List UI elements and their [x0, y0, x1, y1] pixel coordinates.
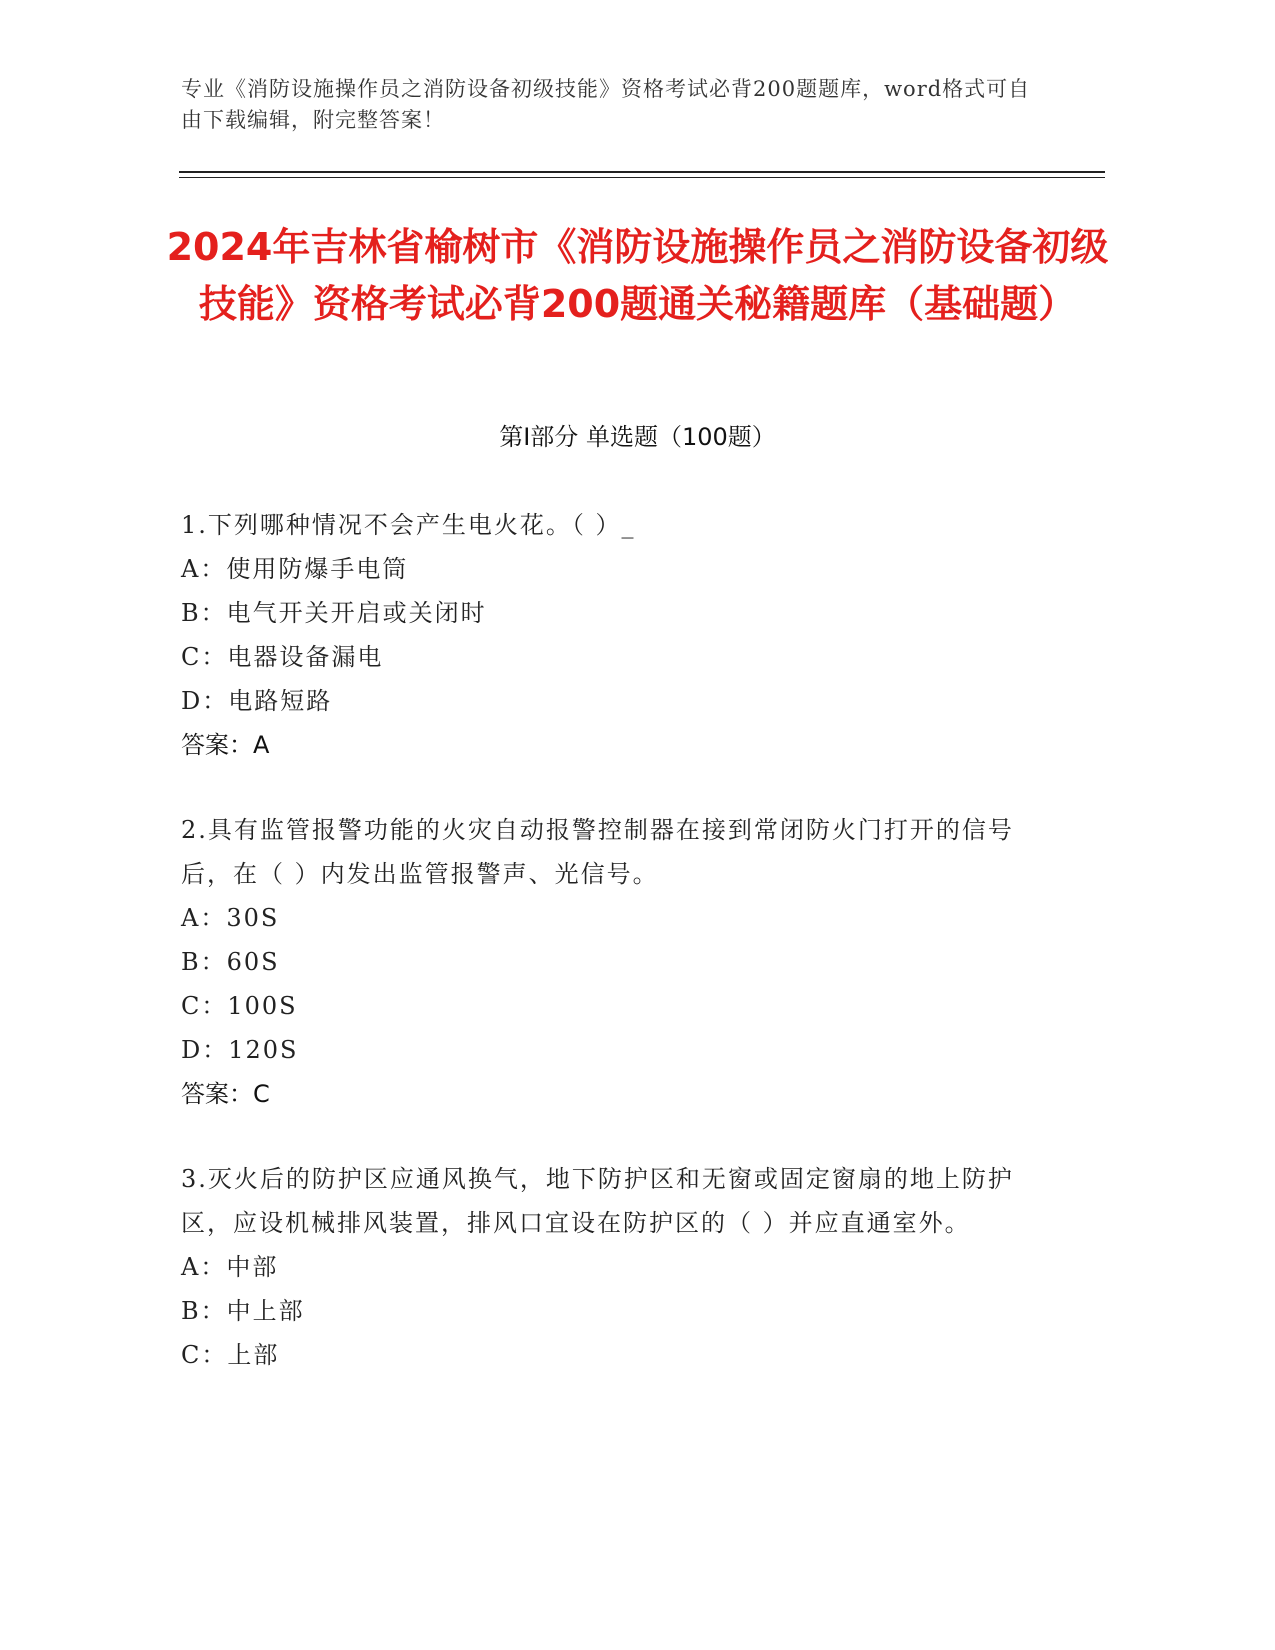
question-stem: 1.下列哪种情况不会产生电火花。（ ）_ — [181, 511, 636, 539]
option-c: C：上部 — [181, 1341, 280, 1369]
header-divider-thick — [179, 171, 1105, 173]
option-a: A：30S — [181, 904, 280, 932]
option-d: D：电路短路 — [181, 687, 333, 715]
question-stem: 2.具有监管报警功能的火灾自动报警控制器在接到常闭防火门打开的信号后，在（ ）内发出监管报警声、光信号。 — [181, 816, 1014, 888]
document-title: 2024年吉林省榆树市《消防设施操作员之消防设备初级技能》资格考试必背200题通关秘籍题库（基础题） — [166, 225, 1109, 326]
option-c: C：100S — [181, 992, 298, 1020]
option-b: B：中上部 — [181, 1297, 305, 1325]
option-b: B：60S — [181, 948, 280, 976]
option-c: C：电器设备漏电 — [181, 643, 384, 671]
option-a: A：中部 — [181, 1253, 279, 1281]
option-b: B：电气开关开启或关闭时 — [181, 599, 487, 627]
answer-line: 答案：C — [181, 1080, 270, 1108]
question-stem: 3.灭火后的防护区应通风换气，地下防护区和无窗或固定窗扇的地上防护区，应设机械排风装置，排风口宜设在防护区的（ ）并应直通室外。 — [181, 1165, 1014, 1237]
option-a: A：使用防爆手电筒 — [181, 555, 409, 583]
question-item — [181, 503, 1031, 767]
section-heading: 第Ⅰ部分 单选题（100题） — [499, 423, 776, 451]
question-item — [181, 808, 1031, 1116]
option-d: D：120S — [181, 1036, 299, 1064]
header-note: 专业《消防设施操作员之消防设备初级技能》资格考试必背200题题库，word格式可自由下载编辑，附完整答案！ — [181, 77, 1031, 132]
question-item — [181, 1157, 1031, 1377]
answer-line: 答案：A — [181, 731, 270, 759]
header-divider-thin — [179, 177, 1105, 178]
